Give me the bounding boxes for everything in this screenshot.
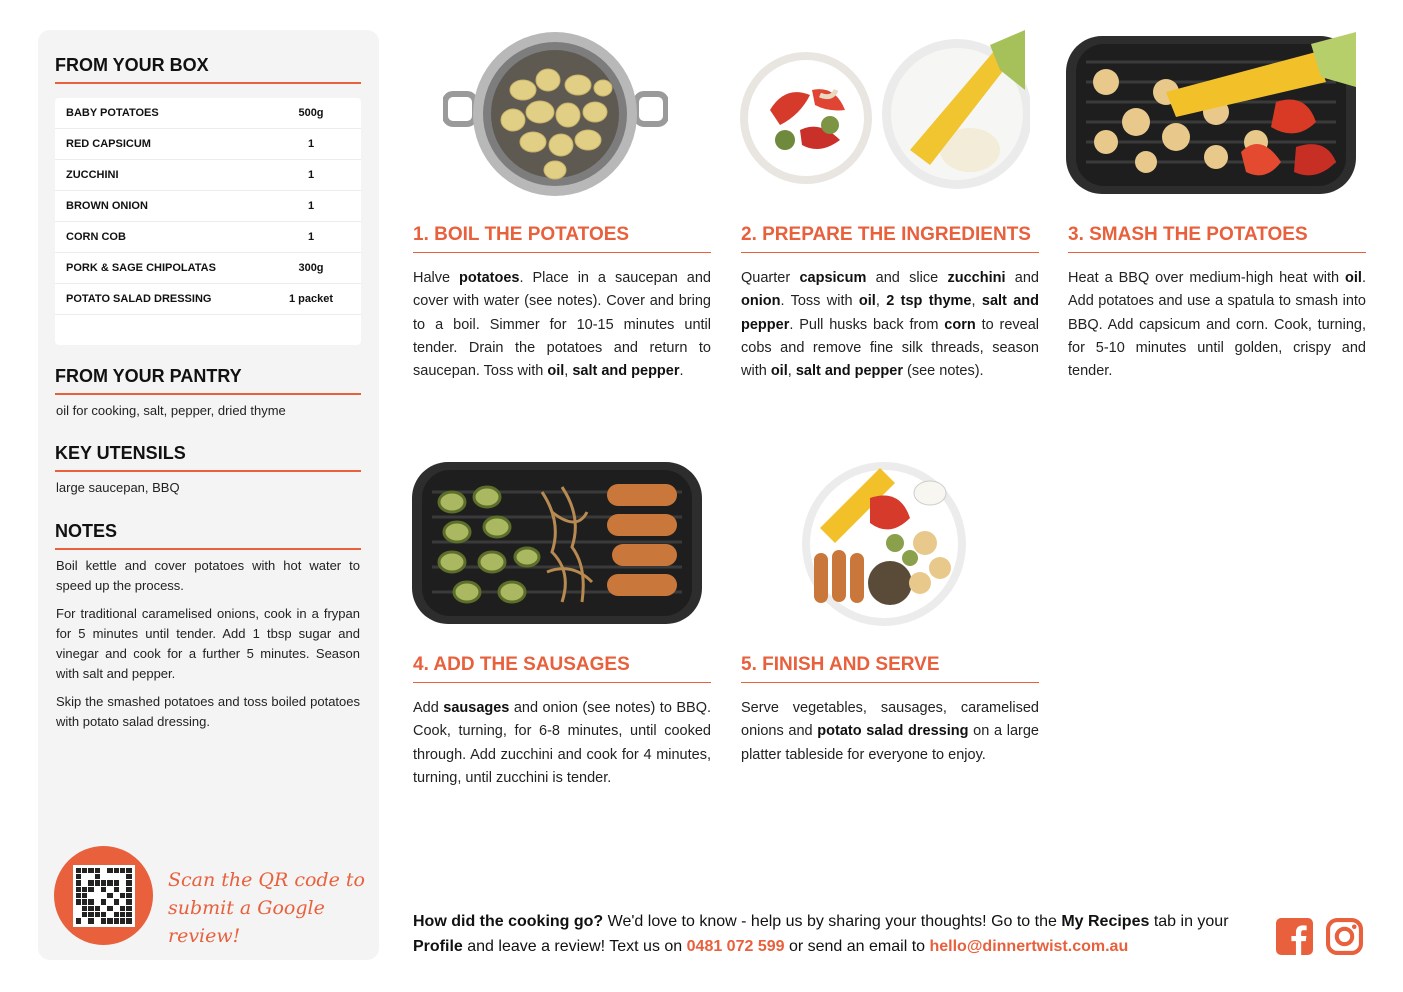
pantry-title: FROM YOUR PANTRY <box>55 366 361 395</box>
step-2 <box>741 224 1039 383</box>
ingredient-name: BABY POTATOES <box>66 107 159 119</box>
ingredient-row <box>55 191 361 222</box>
pot-of-potatoes-image <box>443 30 668 198</box>
qr-module <box>120 912 125 917</box>
body-text: Heat a BBQ over medium-high heat with <box>1068 270 1346 286</box>
qr-module <box>120 906 125 911</box>
qr-module <box>114 880 119 885</box>
qr-module <box>95 906 100 911</box>
step-body <box>741 697 1039 767</box>
qr-module <box>120 874 125 879</box>
qr-module <box>95 880 100 885</box>
body-text: , <box>875 293 887 310</box>
qr-module <box>126 906 131 911</box>
body-text: . Toss with <box>780 293 859 310</box>
qr-module <box>107 880 112 885</box>
body-text: and onion (see notes) to BBQ. Cook, turning, for 6-8 minutes, until cooked through. Add zucchini and cook for 4 minutes, turning, until zucchini is tender. <box>413 700 711 786</box>
qr-module <box>120 899 125 904</box>
ingredient-row <box>55 98 361 129</box>
serving-platter-image <box>800 458 968 626</box>
qr-module <box>107 912 112 917</box>
qr-module <box>76 912 81 917</box>
step-3 <box>1068 224 1366 383</box>
emphasis-text: 2 tsp thyme <box>886 293 972 310</box>
footer-text: tab in your <box>1149 913 1229 930</box>
qr-module <box>114 874 119 879</box>
step-body <box>413 267 711 383</box>
qr-module <box>114 899 119 904</box>
qr-module <box>95 899 100 904</box>
emphasis-text: oil <box>858 293 876 310</box>
ingredient-qty: 1 <box>307 138 315 150</box>
qr-module <box>107 874 112 879</box>
ingredient-qty: 1 <box>307 169 315 181</box>
ingredient-qty: 1 <box>307 200 315 212</box>
box-title: FROM YOUR BOX <box>55 55 361 84</box>
ingredient-qty: 300g <box>298 262 324 274</box>
qr-module <box>101 899 106 904</box>
qr-module <box>101 880 106 885</box>
qr-module <box>88 868 93 873</box>
qr-module <box>82 906 87 911</box>
qr-module <box>101 918 106 923</box>
qr-module <box>95 887 100 892</box>
qr-module <box>107 893 112 898</box>
facebook-icon[interactable] <box>1276 918 1313 955</box>
qr-module <box>82 912 87 917</box>
body-text: on a large platter tableside for everyone to enjoy. <box>741 723 1039 763</box>
body-text: . <box>679 363 684 380</box>
emphasis-text: salt and pepper <box>795 363 903 380</box>
ingredient-row <box>55 222 361 253</box>
body-text: Serve vegetables, sausages, caramelised onions and <box>741 700 1039 740</box>
qr-module <box>95 874 100 879</box>
ingredient-qty: 1 packet <box>288 293 334 305</box>
qr-module <box>82 887 87 892</box>
ingredient-row <box>55 160 361 191</box>
ingredient-name: BROWN ONION <box>66 200 148 212</box>
notes-list <box>56 556 360 740</box>
qr-module <box>88 906 93 911</box>
emphasis-text: capsicum <box>799 270 867 286</box>
qr-module <box>76 874 81 879</box>
emphasis-text: sausages <box>443 700 510 716</box>
body-text: Quarter <box>741 270 800 286</box>
ingredients-table <box>55 98 361 345</box>
emphasis-text: oil <box>547 363 565 380</box>
qr-module <box>76 880 81 885</box>
qr-module <box>82 899 87 904</box>
step-body <box>413 697 711 790</box>
step-1 <box>413 224 711 383</box>
qr-module <box>101 906 106 911</box>
footer-text: My Recipes <box>1061 913 1150 930</box>
emphasis-text: potato salad dressing <box>817 723 969 740</box>
body-text: to reveal cobs and remove fine silk threads, season with <box>741 316 1039 380</box>
body-text: (see notes). <box>902 363 984 380</box>
ingredient-name: RED CAPSICUM <box>66 138 151 150</box>
qr-module <box>114 887 119 892</box>
qr-caption <box>168 866 368 950</box>
vegetables-and-corn-image <box>740 30 1030 192</box>
qr-module <box>76 918 81 923</box>
step-title: 3. SMASH THE POTATOES <box>1068 224 1366 253</box>
note-item: Skip the smashed potatoes and toss boiled potatoes with potato salad dressing. <box>56 694 360 729</box>
emphasis-text: salt and pepper <box>741 293 1039 333</box>
ingredient-qty: 500g <box>298 107 324 119</box>
footer-text: Profile <box>413 938 463 955</box>
qr-module <box>107 887 112 892</box>
qr-module <box>88 918 93 923</box>
note-item: For traditional caramelised onions, cook in a frypan for 5 minutes until tender. Add 1 tbsp sugar and vinegar and cook for a further 5 minutes. Season with salt and pepper. <box>56 606 360 681</box>
qr-module <box>82 874 87 879</box>
qr-code[interactable] <box>73 865 135 927</box>
qr-module <box>101 912 106 917</box>
qr-module <box>88 880 93 885</box>
ingredient-name: PORK & SAGE CHIPOLATAS <box>66 262 216 274</box>
qr-module <box>95 912 100 917</box>
qr-module <box>126 874 131 879</box>
qr-module <box>76 868 81 873</box>
qr-module <box>101 887 106 892</box>
qr-module <box>82 868 87 873</box>
feedback-footer <box>413 909 1258 959</box>
qr-module <box>82 880 87 885</box>
step-body <box>741 267 1039 383</box>
qr-caption-line: Scan the QR code to <box>168 869 365 891</box>
qr-module <box>107 918 112 923</box>
bbq-grill-sausages-image <box>412 462 702 624</box>
qr-module <box>82 893 87 898</box>
qr-module <box>76 906 81 911</box>
footer-text: We'd love to know - help us by sharing your thoughts! Go to the <box>603 913 1062 930</box>
qr-module <box>126 868 131 873</box>
qr-module <box>101 868 106 873</box>
qr-module <box>114 912 119 917</box>
body-text: , <box>971 293 982 310</box>
qr-module <box>88 887 93 892</box>
utensils-title: KEY UTENSILS <box>55 443 361 472</box>
qr-module <box>101 893 106 898</box>
qr-module <box>95 868 100 873</box>
qr-module <box>126 912 131 917</box>
body-text: . Place in a saucepan and cover with water (see notes). Cover and bring to a boil. Simmer for 10-15 minutes until tender. Drain the potatoes and return to saucepan. Toss with <box>413 270 712 380</box>
emphasis-text: zucchini <box>947 270 1006 286</box>
qr-module <box>120 887 125 892</box>
step-title: 2. PREPARE THE INGREDIENTS <box>741 224 1039 253</box>
ingredient-name: ZUCCHINI <box>66 169 119 181</box>
qr-module <box>82 918 87 923</box>
qr-module <box>126 899 131 904</box>
qr-module <box>88 912 93 917</box>
notes-title: NOTES <box>55 521 361 550</box>
note-item: Boil kettle and cover potatoes with hot water to speed up the process. <box>56 558 360 593</box>
body-text: . Pull husks back from <box>789 316 945 333</box>
qr-module <box>114 918 119 923</box>
step-body <box>1068 267 1366 383</box>
qr-module <box>101 874 106 879</box>
qr-module <box>126 880 131 885</box>
body-text: Halve <box>413 270 460 286</box>
qr-module <box>126 893 131 898</box>
qr-module <box>120 880 125 885</box>
qr-code-badge[interactable] <box>54 846 153 945</box>
step-4 <box>413 654 711 790</box>
utensils-text: large saucepan, BBQ <box>56 480 180 495</box>
step-title: 1. BOIL THE POTATOES <box>413 224 711 253</box>
qr-module <box>76 899 81 904</box>
step-title: 5. FINISH AND SERVE <box>741 654 1039 683</box>
qr-caption-line: submit a Google review! <box>168 897 325 947</box>
ingredient-qty: 1 <box>307 231 315 243</box>
body-text: . Add potatoes and use a spatula to smash into BBQ. Add capsicum and corn. Cook, turning, for 5-10 minutes until golden, crispy and tender. <box>1068 270 1366 380</box>
qr-module <box>107 899 112 904</box>
emphasis-text: onion <box>741 293 781 310</box>
email-link[interactable]: hello@dinnertwist.com.au <box>929 938 1129 955</box>
qr-module <box>114 893 119 898</box>
qr-module <box>126 887 131 892</box>
step-5 <box>741 654 1039 767</box>
qr-module <box>88 893 93 898</box>
phone-link[interactable]: 0481 072 599 <box>686 938 785 955</box>
qr-module <box>76 887 81 892</box>
qr-module <box>107 906 112 911</box>
bbq-grill-potatoes-image <box>1066 32 1356 194</box>
emphasis-text: oil <box>770 363 788 380</box>
qr-module <box>126 918 131 923</box>
body-text: Add <box>413 700 444 716</box>
qr-module <box>107 868 112 873</box>
emphasis-text: salt and pepper <box>572 363 680 380</box>
step-title: 4. ADD THE SAUSAGES <box>413 654 711 683</box>
qr-module <box>95 918 100 923</box>
body-text: , <box>564 363 573 380</box>
sidebar <box>38 30 379 960</box>
instagram-icon[interactable] <box>1326 918 1363 955</box>
qr-module <box>120 893 125 898</box>
qr-module <box>114 906 119 911</box>
footer-text: and leave a review! Text us on <box>462 938 687 955</box>
ingredient-name: CORN COB <box>66 231 126 243</box>
ingredient-name: POTATO SALAD DRESSING <box>66 293 212 305</box>
ingredient-row <box>55 284 361 315</box>
ingredient-row <box>55 129 361 160</box>
qr-module <box>120 918 125 923</box>
emphasis-text: oil <box>1345 270 1362 286</box>
footer-text: How did the cooking go? <box>413 913 604 930</box>
qr-module <box>95 893 100 898</box>
emphasis-text: corn <box>944 316 976 333</box>
body-text: and <box>1005 270 1039 286</box>
qr-module <box>114 868 119 873</box>
qr-module <box>88 899 93 904</box>
pantry-text: oil for cooking, salt, pepper, dried thyme <box>56 403 286 418</box>
body-text: and slice <box>866 270 948 286</box>
ingredient-row <box>55 253 361 284</box>
footer-text: or send an email to <box>784 938 930 955</box>
emphasis-text: potatoes <box>459 270 520 286</box>
qr-module <box>120 868 125 873</box>
body-text: , <box>787 363 796 380</box>
qr-module <box>76 893 81 898</box>
qr-module <box>88 874 93 879</box>
